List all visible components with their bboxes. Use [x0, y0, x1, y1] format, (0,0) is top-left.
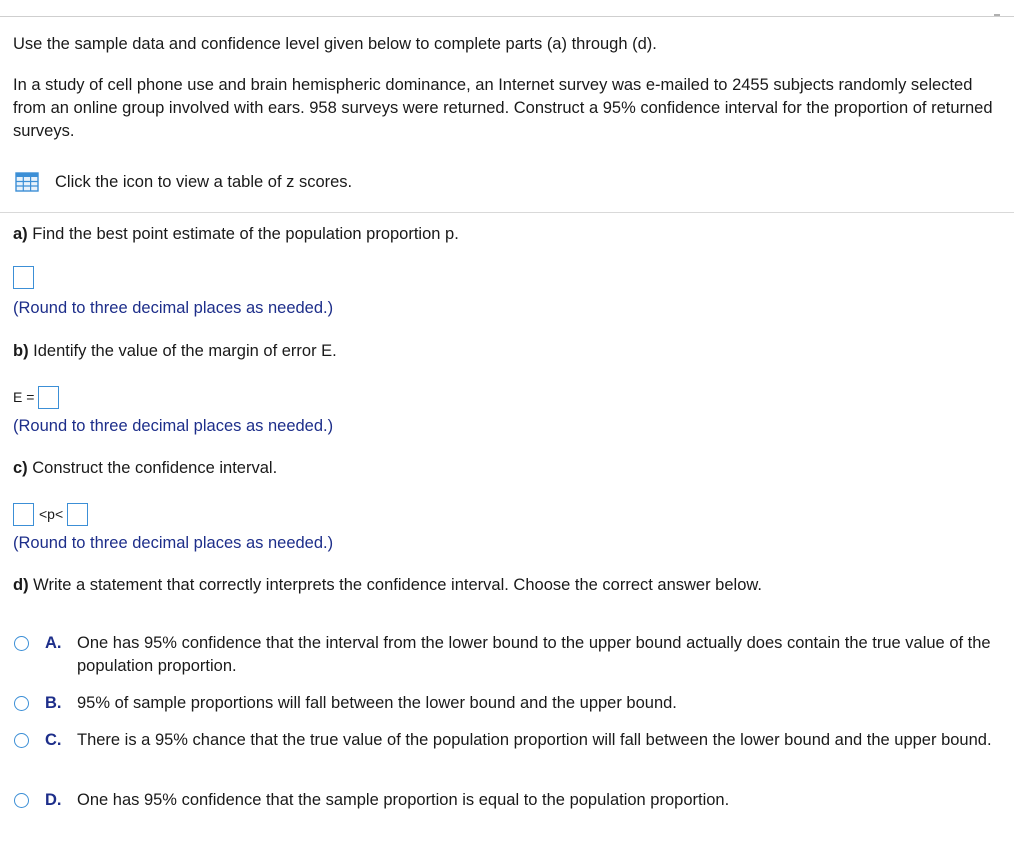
- choice-c[interactable]: [14, 729, 996, 752]
- choice-c-radio[interactable]: [14, 733, 29, 748]
- scroll-indicator: [994, 14, 1000, 16]
- part-b-answer-row: [13, 384, 59, 410]
- part-a-label: a): [13, 225, 28, 243]
- part-a-question: [13, 223, 459, 246]
- choice-a-letter: A.: [45, 634, 62, 652]
- part-a-hint: (Round to three decimal places as needed.): [13, 299, 334, 317]
- lower-bound-input[interactable]: [13, 503, 34, 526]
- choice-b-radio[interactable]: [14, 696, 29, 711]
- part-b-hint: (Round to three decimal places as needed.): [13, 417, 334, 435]
- part-b-text: Identify the value of the margin of error E.: [33, 342, 337, 360]
- section-divider: [0, 212, 1014, 213]
- choice-b-text[interactable]: 95% of sample proportions will fall between the lower bound and the upper bound.: [77, 694, 677, 712]
- table-grid-icon[interactable]: [13, 172, 41, 192]
- top-divider: [0, 16, 1014, 17]
- choice-b[interactable]: [14, 692, 996, 715]
- part-b-question: [13, 340, 337, 363]
- part-a-text: Find the best point estimate of the population proportion p.: [32, 225, 459, 243]
- upper-bound-input[interactable]: [67, 503, 88, 526]
- part-c-text: Construct the confidence interval.: [32, 459, 278, 477]
- problem-statement: In a study of cell phone use and brain hemispheric dominance, an Internet survey was e-mailed to 2455 subjects randomly selected from an online group involved with ears. 958 surveys were returned. Construct a 95% confidence interval for the proportion of returned surveys.: [13, 76, 993, 140]
- part-d-label: d): [13, 576, 29, 594]
- ztable-link-text[interactable]: Click the icon to view a table of z scores.: [55, 172, 353, 191]
- choice-a-radio[interactable]: [14, 636, 29, 651]
- part-d-question: [13, 574, 762, 597]
- choice-a-text[interactable]: One has 95% confidence that the interval from the lower bound to the upper bound actually does contain the true value of the population proportion.: [77, 634, 991, 675]
- part-c-hint: (Round to three decimal places as needed.): [13, 534, 334, 552]
- ztable-row: [13, 170, 352, 194]
- margin-of-error-prefix: E =: [13, 389, 35, 405]
- margin-of-error-input[interactable]: [38, 386, 59, 409]
- choice-a[interactable]: [14, 632, 996, 678]
- instructions-text: Use the sample data and confidence level given below to complete parts (a) through (d).: [13, 35, 657, 53]
- choice-b-letter: B.: [45, 694, 62, 712]
- part-c-answer-row: [13, 501, 88, 527]
- choice-d-text[interactable]: One has 95% confidence that the sample proportion is equal to the population proportion.: [77, 791, 730, 809]
- choice-d[interactable]: [14, 789, 996, 812]
- choice-d-letter: D.: [45, 791, 62, 809]
- choice-c-text[interactable]: There is a 95% chance that the true value of the population proportion will fall between the lower bound and the upper bound.: [77, 731, 992, 749]
- interval-operator: <p<: [39, 506, 64, 522]
- part-d-text: Write a statement that correctly interprets the confidence interval. Choose the correct answer below.: [33, 576, 762, 594]
- part-c-question: [13, 457, 277, 480]
- choice-c-letter: C.: [45, 731, 62, 749]
- choice-d-radio[interactable]: [14, 793, 29, 808]
- part-a-answer-row: [13, 264, 34, 290]
- part-c-label: c): [13, 459, 28, 477]
- point-estimate-input[interactable]: [13, 266, 34, 289]
- part-b-label: b): [13, 342, 29, 360]
